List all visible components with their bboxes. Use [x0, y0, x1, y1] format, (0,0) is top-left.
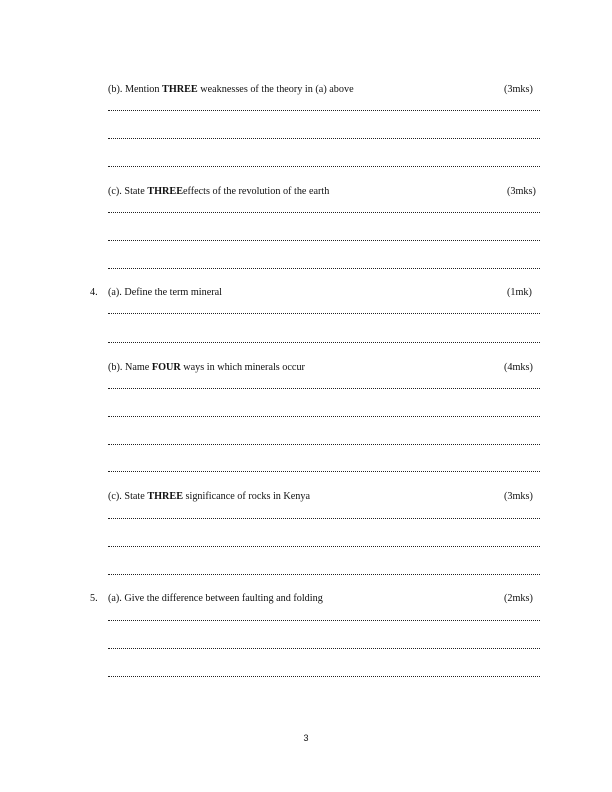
question-4-number: 4. [90, 287, 98, 298]
question-3c-marks: (3mks) [507, 186, 536, 197]
answer-line[interactable] [108, 240, 540, 241]
answer-line[interactable] [108, 342, 540, 343]
page-number: 3 [303, 733, 309, 743]
question-4b-emphasis: FOUR [151, 362, 181, 373]
question-3c [108, 186, 329, 198]
answer-line[interactable] [108, 471, 540, 472]
question-4a-text: (a). Define the term mineral [108, 287, 222, 298]
answer-line[interactable] [108, 388, 540, 389]
answer-line[interactable] [108, 313, 540, 314]
question-4b-marks: (4mks) [504, 362, 533, 373]
answer-line[interactable] [108, 648, 540, 649]
answer-line[interactable] [108, 138, 540, 139]
question-4b-text-a: (b). Name [108, 362, 152, 373]
question-5a-text: (a). Give the difference between faulting and folding [108, 593, 323, 604]
answer-line[interactable] [108, 268, 540, 269]
question-4c-text-a: (c). State [108, 491, 148, 502]
question-4c [108, 491, 310, 503]
question-3b-emphasis: THREE [162, 84, 198, 95]
question-3b-text-b: weaknesses of the theory in (a) above [197, 84, 354, 95]
question-3c-text-b: effects of the revolution of the earth [183, 186, 330, 197]
answer-line[interactable] [108, 546, 540, 547]
question-4c-emphasis: THREE [147, 491, 183, 502]
question-4a [90, 287, 222, 299]
answer-line[interactable] [108, 518, 540, 519]
question-4a-marks: (1mk) [507, 287, 532, 298]
answer-line[interactable] [108, 212, 540, 213]
question-3b [108, 84, 354, 96]
question-5a-marks: (2mks) [504, 593, 533, 604]
answer-line[interactable] [108, 620, 540, 621]
question-5-number: 5. [90, 593, 98, 604]
question-4c-marks: (3mks) [504, 491, 533, 502]
question-3c-emphasis: THREE [147, 186, 183, 197]
question-4b-text-b: ways in which minerals occur [180, 362, 305, 373]
answer-line[interactable] [108, 444, 540, 445]
question-3b-marks: (3mks) [504, 84, 533, 95]
question-5a [90, 593, 323, 605]
answer-line[interactable] [108, 676, 540, 677]
question-3b-text-a: (b). Mention [108, 84, 163, 95]
answer-line[interactable] [108, 110, 540, 111]
question-4b [108, 362, 305, 374]
answer-line[interactable] [108, 416, 540, 417]
answer-line[interactable] [108, 574, 540, 575]
question-3c-text-a: (c). State [108, 186, 148, 197]
answer-line[interactable] [108, 166, 540, 167]
question-4c-text-b: significance of rocks in Kenya [183, 491, 311, 502]
